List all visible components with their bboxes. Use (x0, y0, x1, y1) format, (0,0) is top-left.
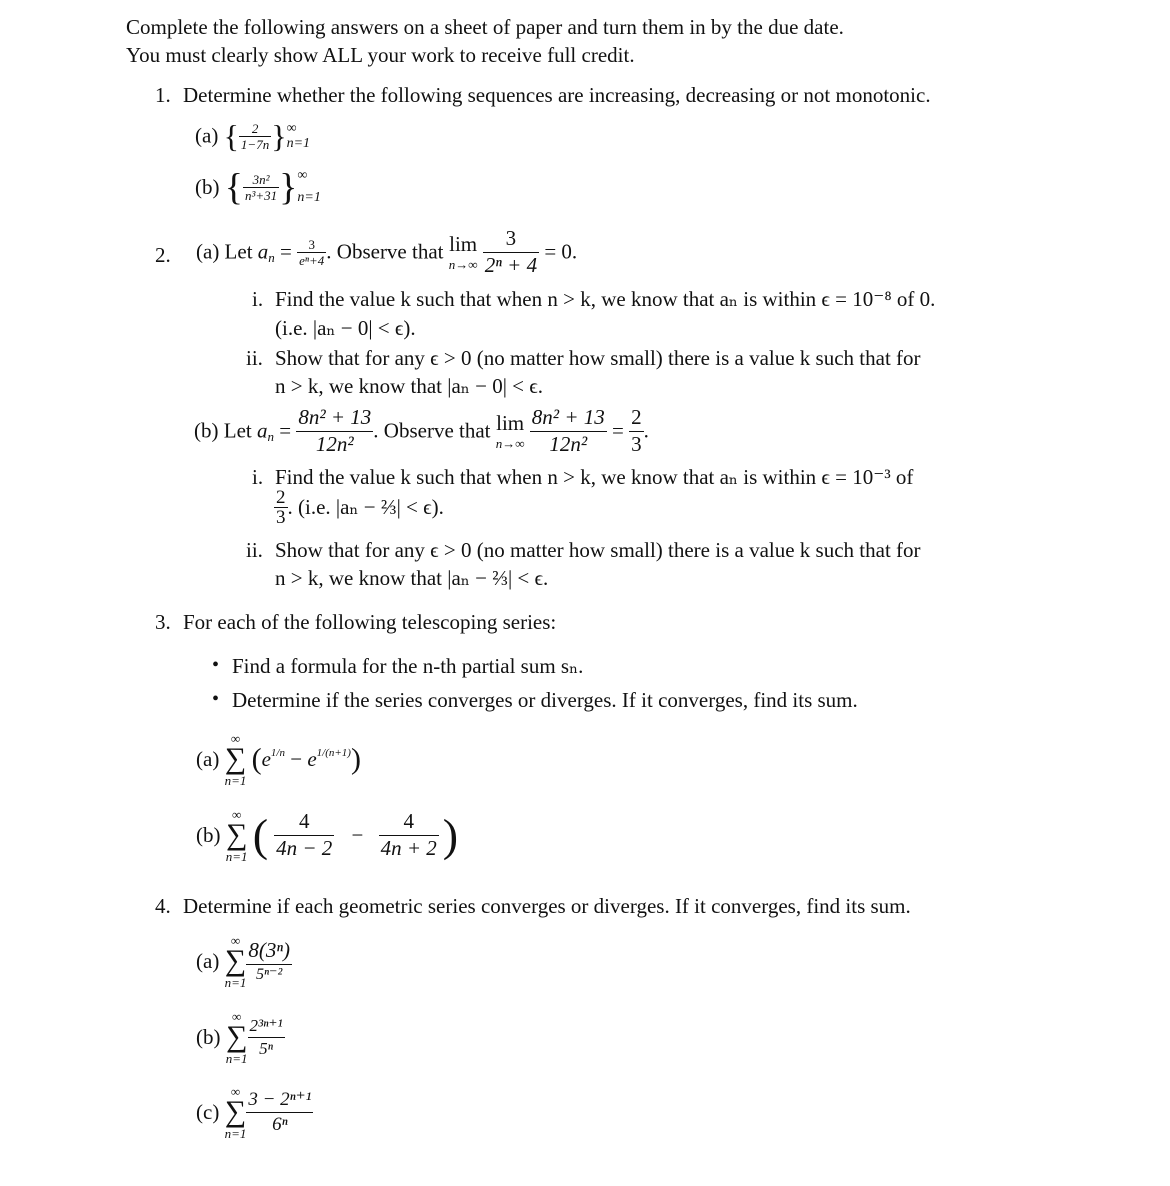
q3-b-label: (b) (196, 822, 221, 847)
q4-b (196, 1010, 285, 1065)
q3-b-den2: 4n + 2 (380, 836, 437, 861)
sigma-glyph: ∑ (224, 742, 247, 775)
q4-c-label: (c) (196, 1099, 220, 1124)
q1-b-inf: ∞ (297, 168, 308, 183)
q2-bi-label: i. (252, 465, 264, 489)
q2-b-lim-value (629, 407, 644, 455)
q1-a-label: (a) (195, 123, 219, 148)
q2-aii-line1: Show that for any ϵ > 0 (no matter how small) there is a value k such that for (275, 346, 921, 370)
left-brace: { (223, 118, 239, 154)
q3-b (196, 808, 458, 863)
q2-bi-frac-num: 2 (276, 487, 286, 508)
lim-label: lim (496, 410, 525, 435)
q1-a-inf: ∞ (286, 120, 297, 136)
q3-b-num1: 4 (274, 811, 334, 836)
q3-a-label: (a) (196, 746, 220, 771)
left-paren: ( (252, 809, 269, 861)
q1-a-num: 2 (239, 122, 271, 137)
lim-sub: n→∞ (448, 256, 478, 272)
sum-lower: n=1 (224, 1125, 247, 1141)
left-paren: ( (251, 742, 262, 776)
q4-b-fraction (248, 1017, 285, 1057)
q2-b-num: 8n² + 13 (296, 407, 373, 432)
q1-b-label: (b) (195, 174, 220, 199)
q2-a-sub: n (268, 250, 275, 265)
q3-a-term2: e (307, 746, 317, 771)
q3-b-num2: 4 (379, 811, 439, 836)
summation-icon (226, 1010, 248, 1065)
q3-bullet-1: Find a formula for the n-th partial sum sₙ. (232, 654, 584, 678)
q2-aii-line2: n > k, we know that |aₙ − 0| < ϵ. (275, 374, 543, 398)
q4-a-den: 5ⁿ⁻² (256, 965, 283, 983)
q1-a-den: 1−7n (240, 136, 270, 152)
q2-ai-label: i. (252, 287, 264, 311)
q3-a (196, 732, 361, 787)
summation-icon (226, 808, 248, 863)
sum-lower: n=1 (224, 772, 247, 788)
q4-number: 4. (155, 894, 171, 918)
right-paren: ) (442, 809, 459, 861)
q2-b-var: a (256, 418, 268, 443)
sum-upper: ∞ (232, 1009, 242, 1024)
q2-number: 2. (155, 243, 171, 267)
q2-ai-line1: Find the value k such that when n > k, we know that aₙ is within ϵ = 10⁻⁸ of 0. (275, 287, 936, 311)
q2-a-lim-fraction (483, 228, 539, 276)
q2-a-fraction (297, 238, 326, 267)
q1-a-range: n=1 (286, 136, 311, 151)
q2-b-limit (495, 410, 525, 451)
q1-a-fraction (239, 122, 271, 151)
right-paren: ) (350, 742, 361, 776)
q2-bi-line1: Find the value k such that when n > k, we know that aₙ is within ϵ = 10⁻³ of (275, 465, 914, 489)
summation-icon (225, 934, 247, 989)
q2-b-lim-eq: = (612, 418, 624, 443)
q3-bullet-2: Determine if the series converges or diverges. If it converges, find its sum. (232, 688, 858, 712)
q2-a-eq: = (280, 239, 292, 264)
q4-a-fraction (246, 937, 292, 983)
q2-b-label: (b) Let (194, 418, 252, 443)
q2-a-statement (196, 228, 577, 276)
lim-sub: n→∞ (495, 435, 525, 451)
q2-bi-line2-wrap (274, 488, 444, 527)
q2-b-eq: = (279, 418, 292, 443)
q2-a-lim-num: 3 (483, 228, 539, 253)
q2-b-lim-vden: 3 (631, 432, 642, 456)
instructions-line-2: You must clearly show ALL your work to receive full credit. (126, 43, 635, 67)
sigma-glyph: ∑ (224, 1095, 247, 1128)
q2-b-lim-num: 8n² + 13 (530, 407, 607, 432)
q4-a-num: 8(3ⁿ) (246, 940, 292, 965)
q4-a-label: (a) (196, 948, 220, 973)
sum-upper: ∞ (232, 807, 242, 822)
sum-upper: ∞ (230, 731, 241, 746)
q2-aii-label: ii. (246, 346, 263, 370)
q3-b-den1: 4n − 2 (276, 836, 333, 861)
q1-b-den: n³+31 (245, 187, 278, 203)
q2-a-limit (448, 231, 478, 272)
left-brace: { (224, 166, 243, 209)
sigma-glyph: ∑ (225, 1020, 248, 1053)
lim-label: lim (449, 231, 478, 256)
q2-bii-line1: Show that for any ϵ > 0 (no matter how small) there is a value k such that for (275, 538, 921, 562)
sum-lower: n=1 (225, 1050, 248, 1066)
q2-a-lim-den: 2ⁿ + 4 (484, 253, 538, 277)
sum-upper: ∞ (230, 1084, 241, 1099)
q2-a-lim-val: = 0. (544, 239, 578, 264)
q4-b-den: 5ⁿ (259, 1039, 273, 1059)
q3-number: 3. (155, 610, 171, 634)
q1-prompt: Determine whether the following sequences are increasing, decreasing or not monotonic. (183, 83, 931, 107)
q3-prompt: For each of the following telescoping series: (183, 610, 557, 634)
q4-b-label: (b) (196, 1024, 221, 1049)
q1-b-fraction (243, 173, 279, 202)
q2-bii-label: ii. (246, 538, 263, 562)
q4-prompt: Determine if each geometric series converges or diverges. If it converges, find its sum. (183, 894, 911, 918)
q2-b-lim-den: 12n² (549, 432, 588, 456)
summation-icon (225, 1085, 247, 1140)
q2-bi-frac-den: 3 (276, 507, 286, 528)
q2-b-lim-fraction (530, 407, 607, 455)
sum-lower: n=1 (225, 848, 248, 864)
q4-c-den: 6ⁿ (272, 1114, 288, 1136)
q4-c (196, 1085, 313, 1140)
q1-a (195, 120, 310, 152)
summation-icon (225, 732, 247, 787)
q1-b-num: 3n² (243, 173, 279, 188)
q2-b-fraction (296, 407, 373, 455)
q2-b-sub: n (267, 429, 274, 444)
q1-b (195, 165, 321, 210)
instructions-line-1: Complete the following answers on a sheet of paper and turn them in by the due date. (126, 15, 844, 39)
q3-a-exp1: 1/n (270, 747, 285, 760)
q2-a-label: (a) Let (196, 239, 253, 264)
q3-a-term1: e (261, 746, 271, 771)
q2-a-num: 3 (297, 238, 326, 253)
q3-b-minus: − (351, 822, 364, 847)
q3-b-frac1 (274, 811, 334, 859)
q2-bi-fraction (274, 488, 288, 527)
q4-c-fraction (246, 1090, 313, 1134)
right-brace: } (271, 118, 287, 154)
q2-a-den: eⁿ+4 (299, 252, 325, 268)
q1-b-range: n=1 (297, 190, 321, 206)
q2-b-lim-vnum: 2 (629, 407, 644, 432)
q2-b-lim-end: . (643, 418, 649, 443)
q4-a (196, 934, 292, 989)
q3-a-exp2: 1/(n+1) (316, 747, 351, 760)
q2-b-observe: . Observe that (373, 418, 491, 443)
q2-bi-line2: . (i.e. |aₙ − ⅔| < ϵ). (287, 495, 444, 519)
q4-c-num: 3 − 2ⁿ⁺¹ (246, 1090, 313, 1113)
q3-b-frac2 (379, 811, 439, 859)
right-brace: } (279, 166, 298, 209)
sigma-glyph: ∑ (224, 944, 247, 977)
q3-a-minus: − (290, 746, 303, 771)
q1-number: 1. (155, 83, 171, 107)
sum-lower: n=1 (224, 974, 247, 990)
q2-b-statement (194, 407, 649, 455)
bullet-icon: • (212, 654, 220, 676)
sum-upper: ∞ (230, 933, 241, 948)
q2-a-var: a (257, 239, 269, 264)
q2-b-den: 12n² (315, 432, 354, 456)
q4-b-num: 2³ⁿ⁺¹ (248, 1017, 285, 1038)
q2-a-observe: . Observe that (326, 239, 444, 264)
bullet-icon: • (212, 688, 220, 710)
q2-ai-line2: (i.e. |aₙ − 0| < ϵ). (275, 316, 416, 340)
q2-bii-line2: n > k, we know that |aₙ − ⅔| < ϵ. (275, 566, 549, 590)
sigma-glyph: ∑ (225, 818, 248, 851)
